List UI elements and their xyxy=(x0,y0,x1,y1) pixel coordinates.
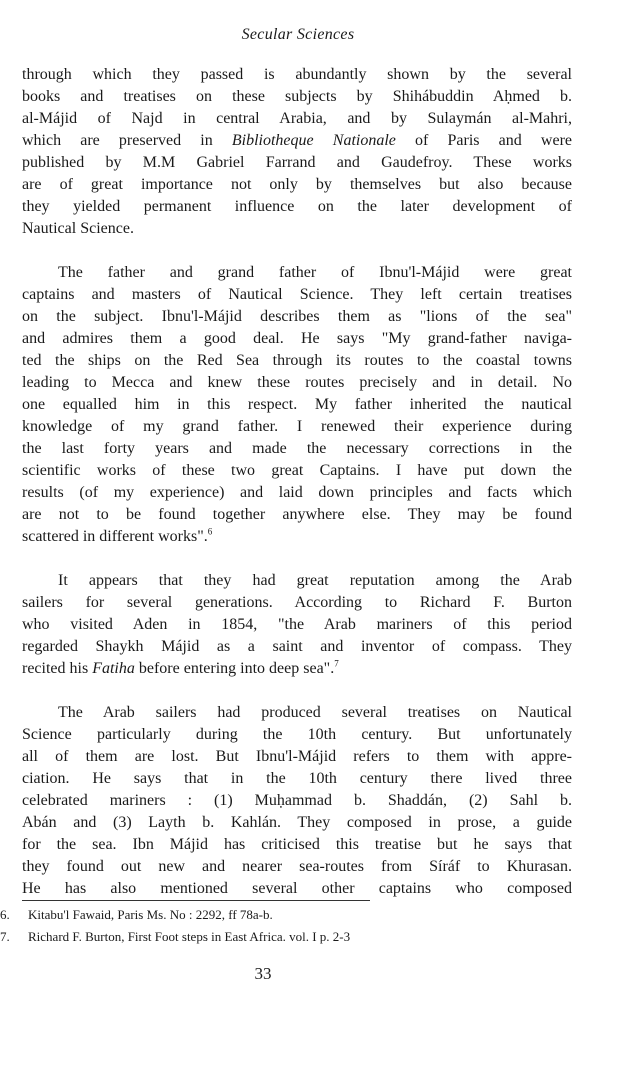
text-line: all of them are lost. But Ibnu'l-Májid refers to them with appre- xyxy=(22,748,572,765)
text-line: He has also mentioned several other captains who composed xyxy=(22,880,572,897)
text-line: Abán and (3) Layth b. Kahlán. They composed in prose, a guide xyxy=(22,814,572,831)
page-number: 33 xyxy=(254,964,272,983)
text-line: Science particularly during the 10th century. But unfortunately xyxy=(22,726,572,743)
text-line-content: recited his Fatiha before entering into deep sea". xyxy=(22,660,335,677)
text-line xyxy=(22,658,572,680)
text-line: they yielded permanent influence on the later development of xyxy=(22,198,572,215)
footnote-ref[interactable]: 6 xyxy=(207,526,213,537)
text-line: published by M.M Gabriel Farrand and Gaudefroy. These works xyxy=(22,154,572,171)
text-line: leading to Mecca and knew these routes precisely and in detail. No xyxy=(22,374,572,391)
text-line: Nautical Science. xyxy=(22,220,134,237)
text-line: al-Májid of Najd in central Arabia, and by Sulaymán al-Mahri, xyxy=(22,110,572,127)
paragraph xyxy=(22,64,572,240)
footnote xyxy=(0,904,600,926)
text-line: are not to be found together anywhere else. They may be found xyxy=(22,506,572,523)
text-line: The father and grand father of Ibnu'l-Májid were great xyxy=(58,264,572,281)
text-line: regarded Shaykh Májid as a saint and inventor of compass. They xyxy=(22,638,572,655)
body-text xyxy=(22,64,572,900)
italic-title: Fatiha xyxy=(92,660,135,677)
text-line-content: scattered in different works". xyxy=(22,528,208,545)
text-line: are of great importance not only by themselves but also because xyxy=(22,176,572,193)
text-line: scientific works of these two great Captains. I have put down the xyxy=(22,462,572,479)
text-line: and admires them a good deal. He says "My grand-father naviga- xyxy=(22,330,572,347)
italic-title: Bibliotheque Nationale xyxy=(231,132,396,149)
footnote-number: 7. xyxy=(0,929,10,944)
text-line: celebrated mariners : (1) Muḥammad b. Shaddán, (2) Sahl b. xyxy=(22,792,572,809)
footnote-ref[interactable]: 7 xyxy=(334,658,339,669)
footnotes xyxy=(0,904,600,948)
paragraph xyxy=(22,702,572,900)
text-line: for the sea. Ibn Májid has criticised this treatise but he says that xyxy=(22,836,572,853)
text-line: who visited Aden in 1854, "the Arab mariners of this period xyxy=(22,616,572,633)
text-line: sailers for several generations. According to Richard F. Burton xyxy=(22,594,572,611)
text-line: one equalled him in this respect. My father inherited the nautical xyxy=(22,396,572,413)
text-line xyxy=(22,526,572,548)
text-line: ciation. He says that in the 10th century there lived three xyxy=(22,770,572,787)
footnote xyxy=(0,926,600,948)
text-line: they found out new and nearer sea-routes from Síráf to Khurasan. xyxy=(22,858,572,875)
text-line: It appears that they had great reputation among the Arab xyxy=(58,572,572,589)
paragraph xyxy=(22,570,572,680)
text-line: The Arab sailers had produced several treatises on Nautical xyxy=(58,704,572,721)
text-line: which are preserved in Bibliotheque Nationale of Paris and were xyxy=(22,132,573,149)
text-line: results (of my experience) and laid down principles and facts which xyxy=(22,484,572,501)
text-line: on the subject. Ibnu'l-Májid describes them as "lions of the sea" xyxy=(22,308,572,325)
footnote-divider xyxy=(22,900,370,901)
text-line: through which they passed is abundantly shown by the several xyxy=(22,66,572,83)
text-line: ted the ships on the Red Sea through its routes to the coastal towns xyxy=(22,352,572,369)
running-head: Secular Sciences xyxy=(241,26,355,43)
text-line: books and treatises on these subjects by Shihábuddin Aḥmed b. xyxy=(22,88,572,105)
text-line: the last forty years and made the necessary corrections in the xyxy=(22,440,572,457)
footnote-text: Kitabu'l Fawaid, Paris Ms. No : 2292, ff 78a-b. xyxy=(28,907,273,922)
paragraph xyxy=(22,262,572,548)
text-line: knowledge of my grand father. I renewed their experience during xyxy=(22,418,572,435)
text-line: captains and masters of Nautical Science. They left certain treatises xyxy=(22,286,572,303)
footnote-text: Richard F. Burton, First Foot steps in East Africa. vol. I p. 2-3 xyxy=(28,929,351,944)
footnote-number: 6. xyxy=(0,907,10,922)
